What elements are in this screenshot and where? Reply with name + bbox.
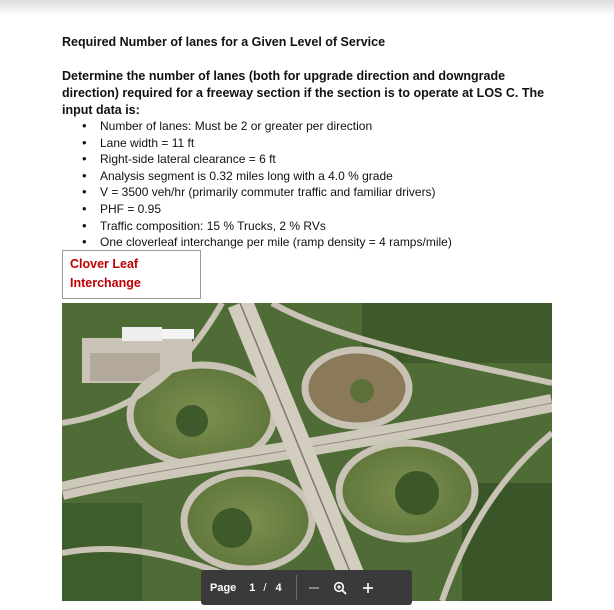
zoom-button[interactable] [329,577,351,599]
problem-statement: Determine the number of lanes (both for upgrade direction and downgrade direction) required for a freeway section if the section is to operate at LOS C. The input data is: [62,69,545,117]
list-item: • Traffic composition: 15 % Trucks, 2 % RVs [82,218,452,235]
list-item: • Number of lanes: Must be 2 or greater per direction [82,118,452,135]
magnifier-icon [333,581,347,595]
page-navigation-toolbar [201,570,412,605]
input-data-list [82,118,452,251]
zoom-in-button[interactable] [357,577,379,599]
callout-line-2: Interchange [70,276,141,290]
zoom-out-button[interactable] [303,577,325,599]
callout-line-1: Clover Leaf [70,257,139,271]
cloverleaf-aerial-photo [62,303,552,601]
document-title: Required Number of lanes for a Given Level of Service [62,35,386,49]
current-page-input[interactable]: 1 [249,581,256,594]
list-item: • PHF = 0.95 [82,201,452,218]
plus-icon [362,582,374,594]
list-item: • Lane width = 11 ft [82,135,452,152]
page-label: Page [210,581,237,594]
list-item: • Right-side lateral clearance = 6 ft [82,151,452,168]
cloverleaf-callout-box [62,250,201,299]
minus-icon [308,582,320,594]
list-item: • V = 3500 veh/hr (primarily commuter traffic and familiar drivers) [82,184,452,201]
total-pages: 4 [275,581,282,594]
list-item: • Analysis segment is 0.32 miles long with a 4.0 % grade [82,168,452,185]
page-separator: / [263,581,267,594]
toolbar-divider [296,575,297,600]
interchange-illustration [62,303,552,601]
list-item: • One cloverleaf interchange per mile (ramp density = 4 ramps/mile) [82,234,452,251]
